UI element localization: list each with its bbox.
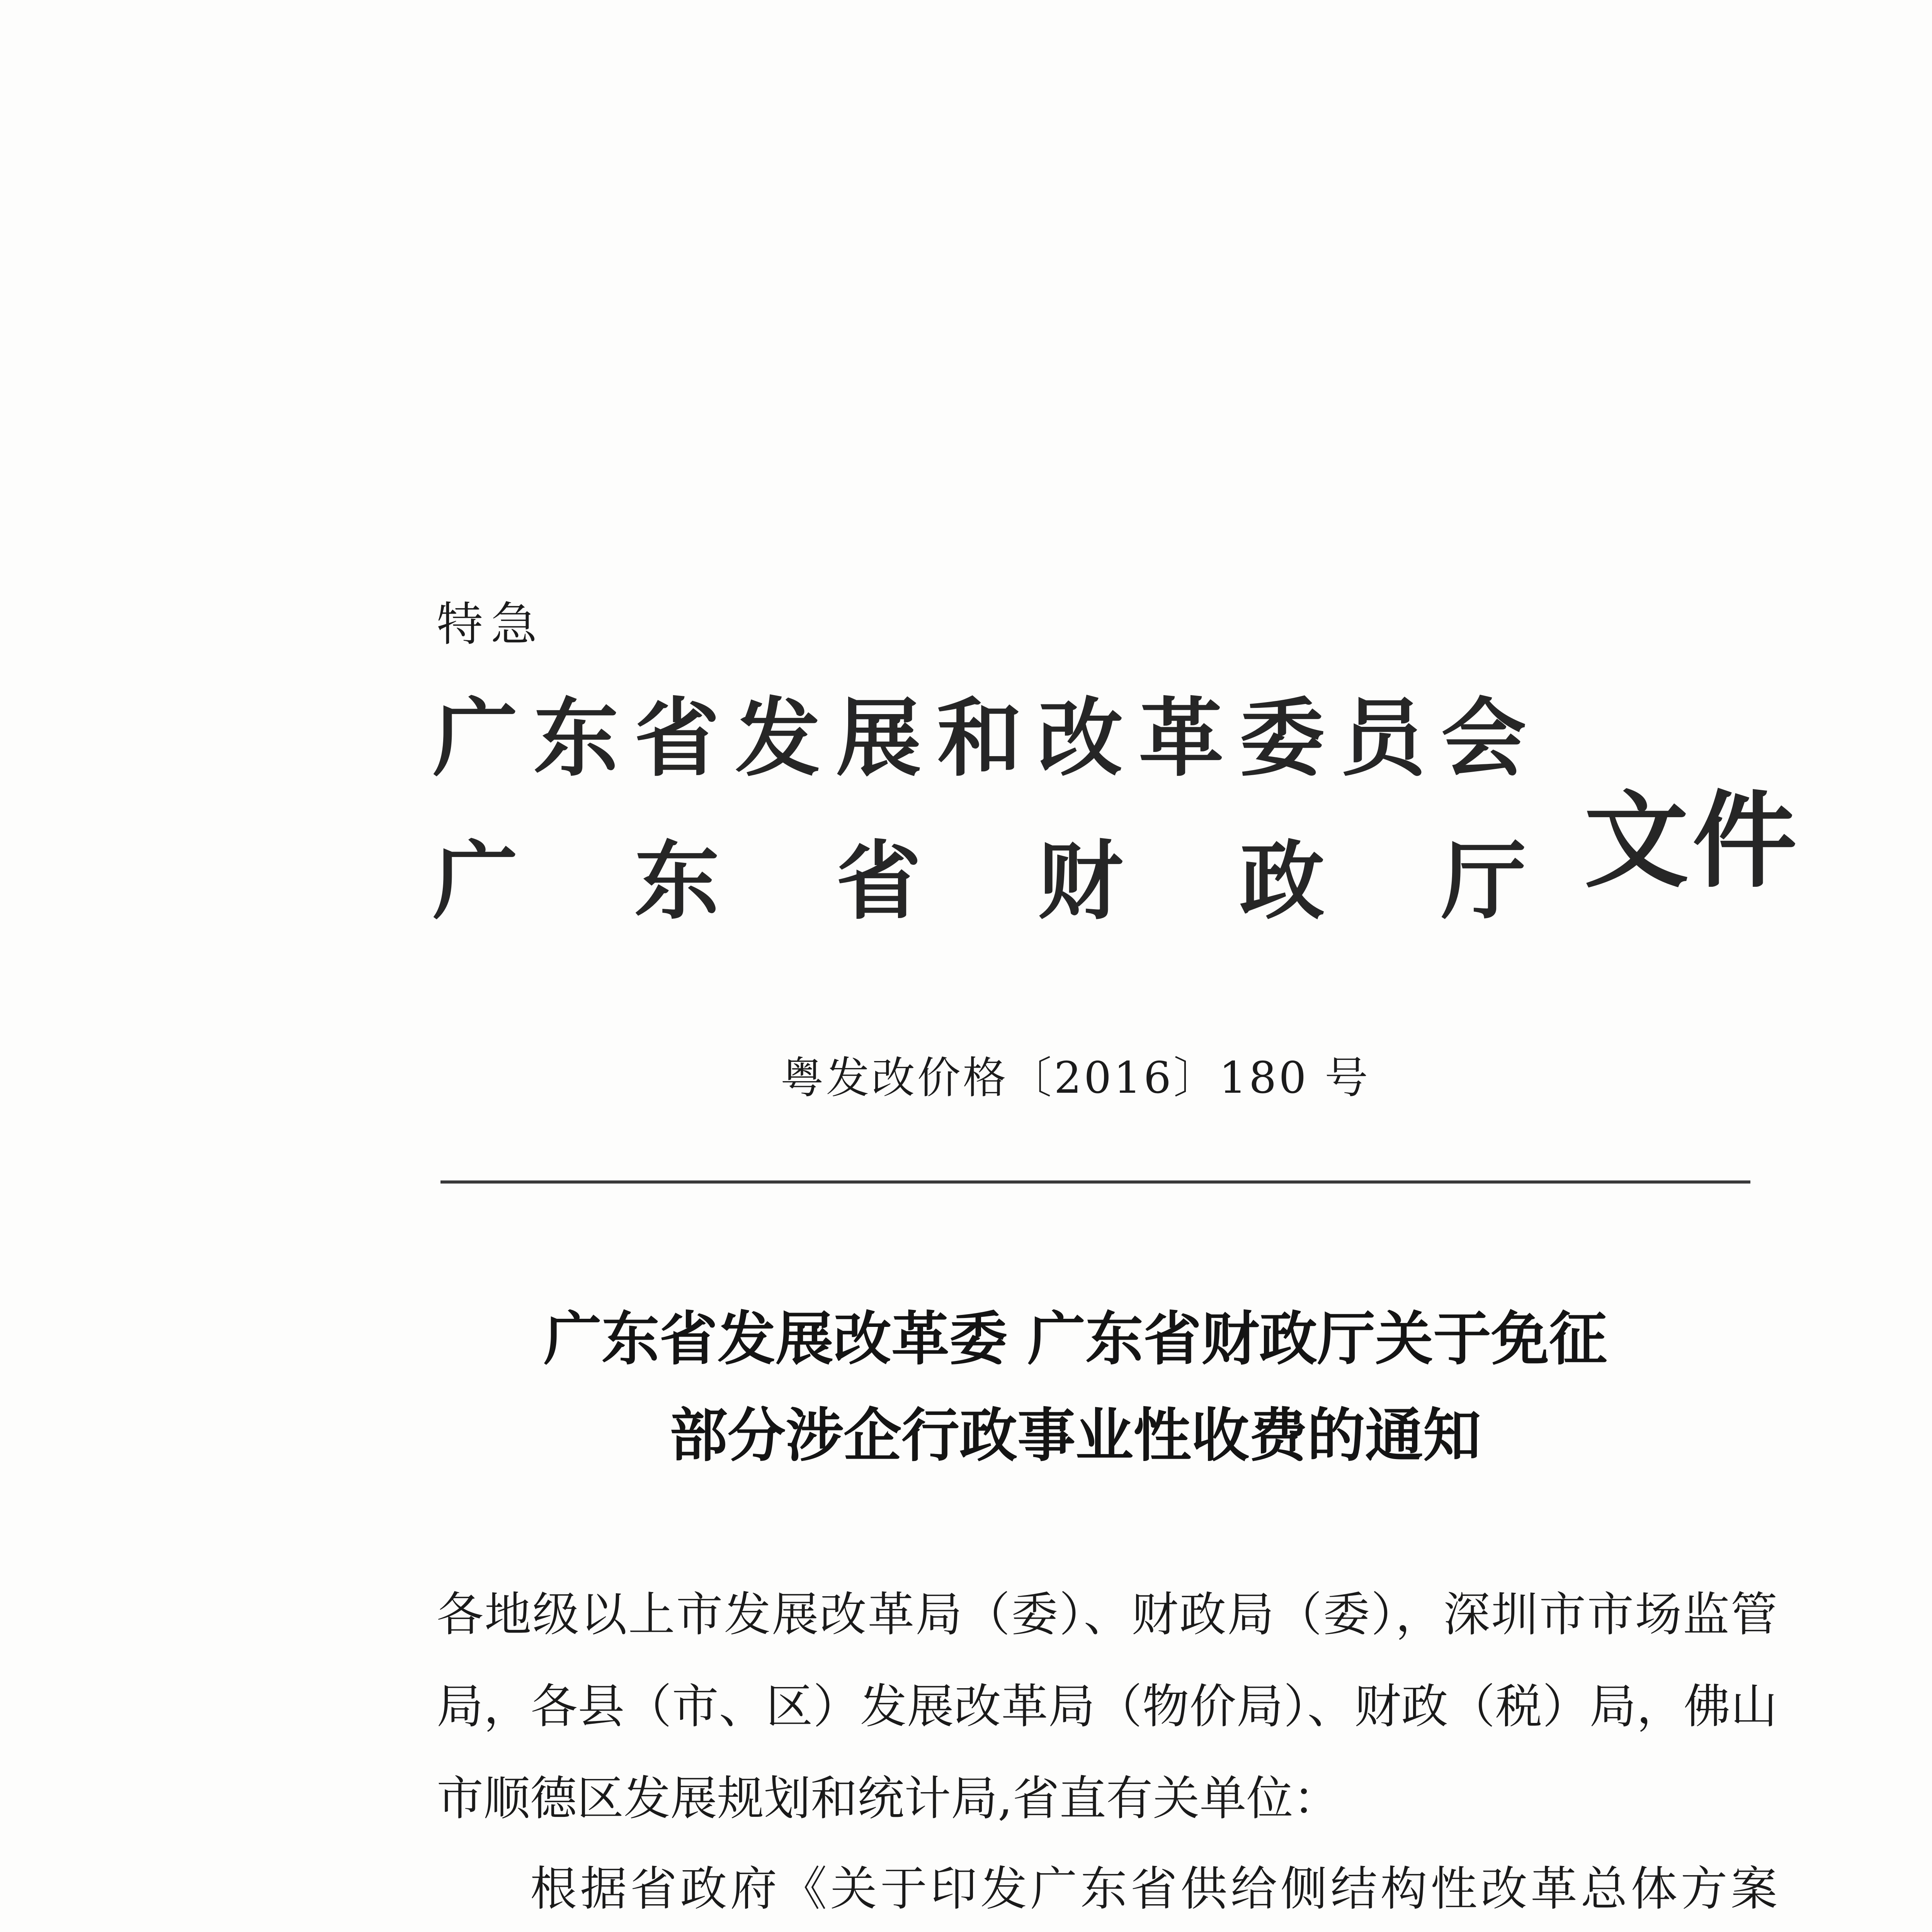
org-name-char: 东 <box>634 831 719 931</box>
org-name-char: 财 <box>1037 831 1123 931</box>
org-name-char: 改 <box>1037 688 1123 788</box>
org-name-char: 省 <box>634 688 719 788</box>
org-name-char: 发 <box>735 688 820 788</box>
org-name-char: 广 <box>433 831 518 931</box>
org-name-char: 广 <box>433 688 518 788</box>
document-title-line-1: 广东省发展改革委 广东省财政厅关于免征 <box>543 1305 1607 1373</box>
org-name-char: 和 <box>937 688 1022 788</box>
document-title-line-2: 部分涉企行政事业性收费的通知 <box>669 1401 1481 1469</box>
urgency-label: 特急 <box>437 598 545 651</box>
body-paragraph: 根据省政府《关于印发广东省供给侧结构性改革总体方案 <box>530 1862 1777 1916</box>
document-type-label: 文件 <box>1584 779 1801 902</box>
header-divider <box>440 1180 1750 1184</box>
org-name-char: 省 <box>836 831 921 931</box>
org-name-char: 东 <box>533 688 619 788</box>
document-number: 粤发改价格〔2016〕180 号 <box>780 1053 1371 1103</box>
org-name-char: 会 <box>1441 688 1526 788</box>
issuing-org-line-2 <box>433 831 1526 931</box>
org-name-char: 厅 <box>1441 831 1526 931</box>
org-name-char: 委 <box>1239 688 1325 788</box>
org-name-char: 革 <box>1138 688 1224 788</box>
org-name-char: 政 <box>1239 831 1325 931</box>
salutation-recipients: 各地级以上市发展改革局（委）、财政局（委），深圳市市场监管局，各县（市、区）发展改革局（物价局）、财政（税）局，佛山市顺德区发展规划和统计局,省直有关单位： <box>437 1587 1777 1826</box>
org-name-char: 员 <box>1340 688 1425 788</box>
issuing-org-line-1 <box>433 688 1526 788</box>
org-name-char: 展 <box>836 688 921 788</box>
